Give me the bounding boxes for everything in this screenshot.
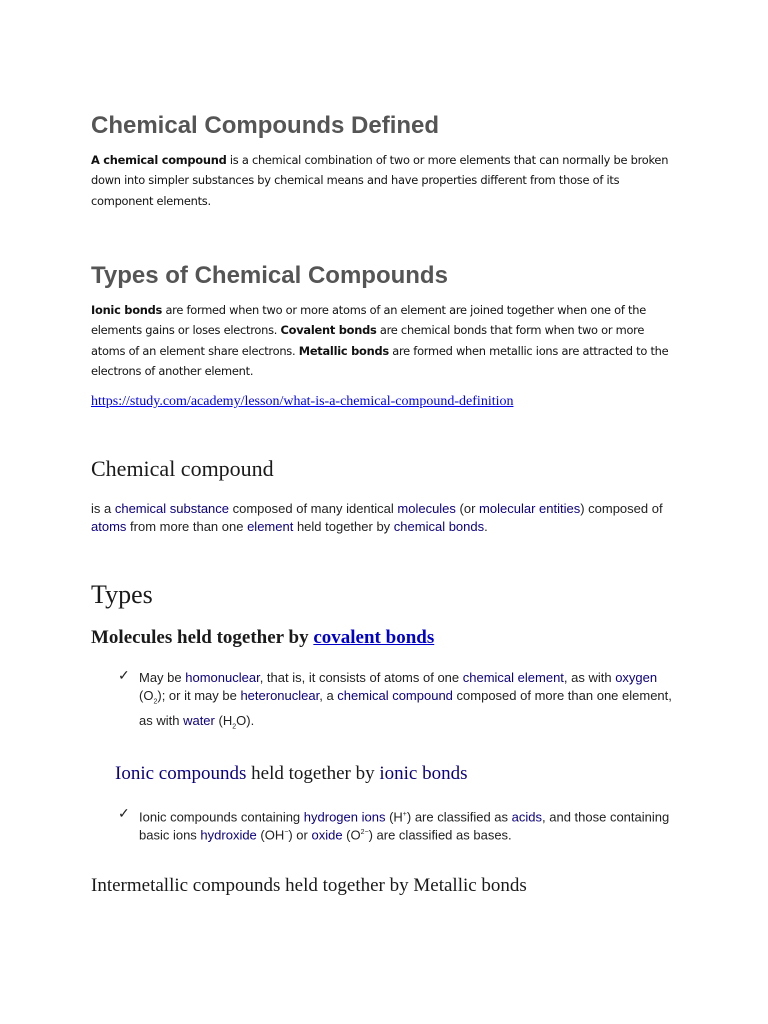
text: ) are classified as xyxy=(406,809,512,825)
text: , as with xyxy=(563,670,616,685)
text: (H xyxy=(214,712,233,728)
text: (OH xyxy=(256,827,285,843)
term-metallic-bonds: Metallic bonds xyxy=(298,343,389,358)
check-icon: ✓ xyxy=(118,805,130,821)
superscript: + xyxy=(402,811,407,818)
text: O). xyxy=(236,712,255,728)
heading-types: Types xyxy=(91,580,153,609)
text: composed of more than one element, as with xyxy=(139,688,672,728)
paragraph-definition xyxy=(91,150,681,211)
text: is a xyxy=(91,501,115,516)
text: ) composed of xyxy=(580,501,663,516)
link-covalent-bonds[interactable]: covalent bonds xyxy=(313,627,435,648)
superscript: − xyxy=(284,829,289,837)
text: held together by xyxy=(246,763,380,784)
text: Ionic compounds containing xyxy=(139,809,304,825)
text: Molecules held together by xyxy=(91,627,314,648)
paragraph-bond-types xyxy=(91,300,681,381)
link-homonuclear[interactable]: homonuclear xyxy=(185,670,260,685)
link-ionic-bonds[interactable]: ionic bonds xyxy=(379,763,468,784)
text: composed of many identical xyxy=(229,501,398,516)
term-ionic-bonds: Ionic bonds xyxy=(91,303,163,317)
text: , a xyxy=(319,688,338,703)
paragraph-chemical-compound xyxy=(91,500,671,536)
link-chemical-substance[interactable]: chemical substance xyxy=(114,501,230,516)
text: are chemical bonds that form when two or more atoms of an element share electrons. xyxy=(91,323,645,358)
link-oxygen[interactable]: oxygen xyxy=(615,670,658,685)
link-oxide[interactable]: oxide xyxy=(311,827,343,843)
subscript: 2 xyxy=(153,698,158,706)
text: ); or it may be xyxy=(157,688,241,703)
heading-compounds-defined: Chemical Compounds Defined xyxy=(91,112,440,139)
heading-intermetallic: Intermetallic compounds held together by Metallic bonds xyxy=(91,875,527,896)
link-atoms[interactable]: atoms xyxy=(91,519,127,534)
term-chemical-compound: A chemical compound xyxy=(91,153,227,167)
link-ionic-compounds[interactable]: Ionic compounds xyxy=(115,763,247,784)
text: held together by xyxy=(293,519,394,534)
link-heteronuclear[interactable]: heteronuclear xyxy=(240,688,320,703)
text: (H xyxy=(385,809,403,825)
link-molecules[interactable]: molecules xyxy=(397,501,456,516)
heading-molecules xyxy=(91,627,434,649)
text: (or xyxy=(455,501,480,516)
text: May be xyxy=(139,670,186,685)
text: (O xyxy=(139,688,154,703)
link-element[interactable]: element xyxy=(247,519,294,534)
text: , that is, it consists of atoms of one xyxy=(259,670,463,685)
bullet-ionic-acids xyxy=(139,807,684,844)
text: are formed when metallic ions are attracted to the electrons of another element. xyxy=(91,343,669,378)
check-icon: ✓ xyxy=(118,667,130,683)
link-chemical-compound[interactable]: chemical compound xyxy=(337,688,453,703)
definition-text: is a chemical combination of two or more elements that can normally be broken down into simpler substances by chemical means and have properties different from those of its component elements. xyxy=(91,153,669,208)
subscript: 2 xyxy=(232,723,237,731)
source-url-link[interactable]: https://study.com/academy/lesson/what-is-a-chemical-compound-definition xyxy=(91,394,514,409)
text: , and those containing basic ions xyxy=(139,809,670,843)
link-molecular-entities[interactable]: molecular entities xyxy=(479,501,581,516)
superscript: 2− xyxy=(360,829,369,837)
bullet-homonuclear xyxy=(139,669,684,736)
text: from more than one xyxy=(126,519,248,534)
text: (O xyxy=(342,827,361,843)
link-chemical-element[interactable]: chemical element xyxy=(462,670,564,685)
text: ) are classified as bases. xyxy=(368,827,512,843)
link-water[interactable]: water xyxy=(183,712,215,728)
term-covalent-bonds: Covalent bonds xyxy=(280,323,377,338)
text: are formed when two or more atoms of an element are joined together when one of the elements gains or loses electrons. xyxy=(91,303,646,338)
link-hydroxide[interactable]: hydroxide xyxy=(200,827,257,843)
text: . xyxy=(484,519,488,534)
heading-types-of-compounds: Types of Chemical Compounds xyxy=(91,262,448,289)
link-hydrogen-ions[interactable]: hydrogen ions xyxy=(303,809,386,825)
link-chemical-bonds[interactable]: chemical bonds xyxy=(393,519,485,534)
text: ) or xyxy=(288,827,312,843)
heading-ionic-compounds xyxy=(115,763,468,785)
link-acids[interactable]: acids xyxy=(511,809,543,825)
heading-chemical-compound: Chemical compound xyxy=(91,456,274,481)
